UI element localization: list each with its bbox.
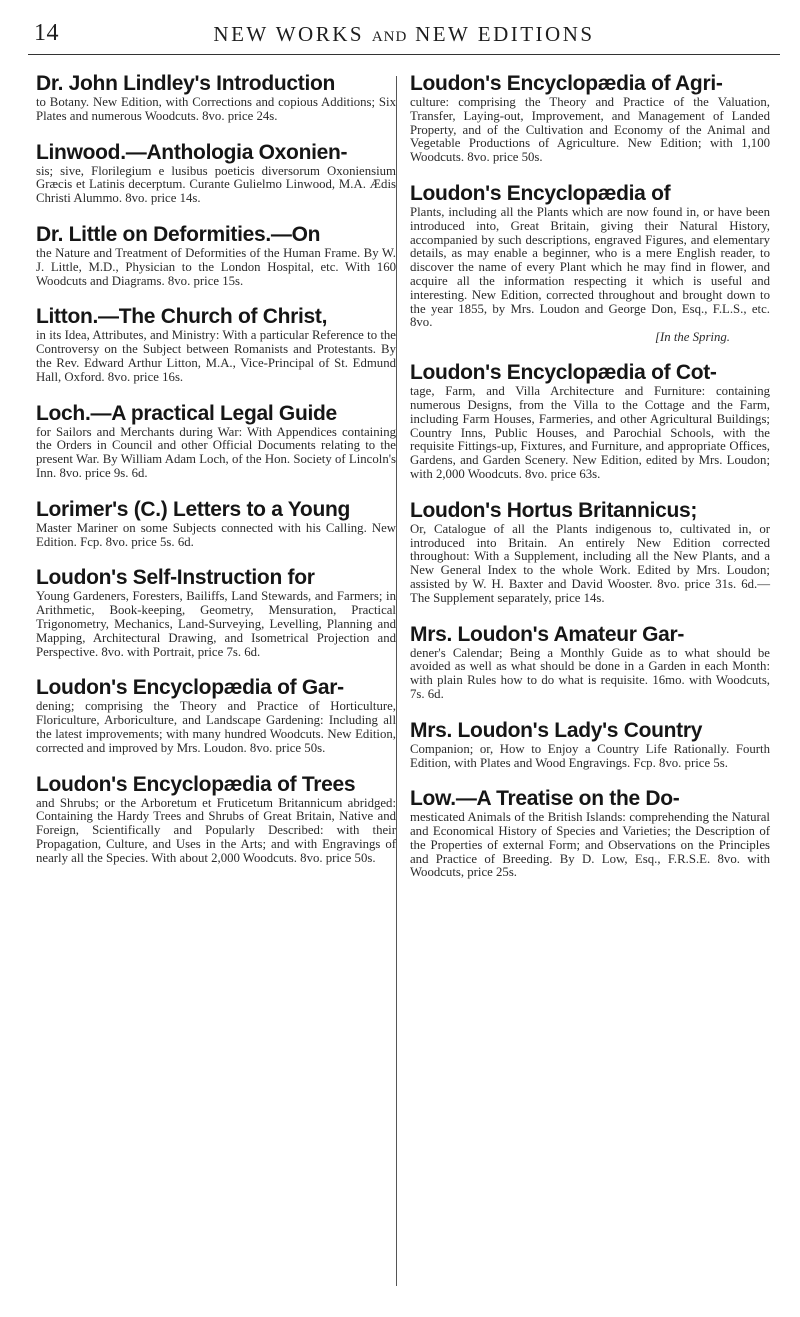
entry-title: Loch.—A practical Legal Guide — [36, 401, 337, 425]
entry-body: Or, Catalogue of all the Plants indigenous to, cultivated in, or introduced into Britain. An entirely New Edition corrected throughout: With a Supplement, including all the New Plants, and a New General Index to the whole Work. Edited by Mrs. Loudon; assisted by W. H. Baxter and David Wooster. 8vo. price 31s. 6d.—The Supplement separately, price 14s. — [410, 521, 770, 605]
catalog-entry — [410, 72, 770, 165]
entry-title: Dr. John Lindley's Introduction — [36, 72, 336, 95]
right-column — [410, 72, 770, 897]
entry-title: Loudon's Encyclopædia of Trees — [36, 772, 356, 796]
catalog-entry — [410, 182, 770, 344]
entry-body: mesticated Animals of the British Islands: comprehending the Natural and Economical History of Species and Varieties; the Description of the Properties of external Form; and Observations on the Principles and Practice of Breeding. By D. Low, Esq., F.R.S.E. 8vo. with Woodcuts, price 25s. — [410, 810, 770, 880]
entry-title: Litton.—The Church of Christ, — [36, 305, 328, 329]
catalog-entry — [36, 223, 396, 288]
entry-body: Companion; or, How to Enjoy a Country Life Rationally. Fourth Edition, with Plates and Wood Engravings. Fcp. 8vo. price 5s. — [410, 741, 770, 770]
column-divider — [396, 76, 397, 1286]
entry-title: Lorimer's (C.) Letters to a Young — [36, 497, 351, 521]
entry-body: in its Idea, Attributes, and Ministry: With a particular Reference to the Controversy on the Subject between Romanists and Protestants. By the Rev. Edward Arthur Litton, M.A., Vice-Principal of St. Edmund Hall, Oxford. 8vo. price 16s. — [36, 328, 396, 384]
entry-title: Linwood.—Anthologia Oxonien- — [36, 140, 348, 164]
entry-body: for Sailors and Merchants during War: With Appendices containing the Orders in Council and other Official Documents relating to the present War. By William Adam Loch, of the Hon. Society of Lincoln's Inn. 8vo. price 9s. 6d. — [36, 424, 396, 480]
catalog-entry — [410, 623, 770, 702]
catalog-entry — [410, 787, 770, 880]
left-column — [36, 72, 396, 883]
entry-note: [In the Spring. — [654, 330, 730, 345]
entry-body: dener's Calendar; Being a Monthly Guide as to what should be avoided as well as what should be done in a Garden in each Month: with plain Rules how to do what is requisite. 16mo. with Woodcuts, 7s. 6d. — [410, 645, 770, 701]
entry-body: Plants, including all the Plants which are now found in, or have been introduced into, Great Britain, giving their Natural History, accompanied by such descriptions, engraved Figures, and elementary details, as may enable a beginner, who is a mere English reader, to discover the name of every Plant which he may find in flower, and acquire all the information respecting it which is useful and interesting. New Edition, corrected throughout and brought down to the year 1855, by Mrs. Loudon and George Don, Esq., F.L.S., etc. 8vo. — [410, 204, 770, 330]
entry-body: to Botany. New Edition, with Corrections and copious Additions; Six Plates and numerous Woodcuts. 8vo. price 24s. — [36, 95, 396, 123]
catalog-entry — [36, 566, 396, 659]
entry-body: Young Gardeners, Foresters, Bailiffs, Land Stewards, and Farmers; in Arithmetic, Book-keeping, Geometry, Mensuration, Practical Trigonometry, Mechanics, Land-Surveying, Levelling, Planning and Mapping, Architectural Drawing, and Isometrical Projection and Perspective. 8vo. with Portrait, price 7s. 6d. — [36, 589, 396, 659]
catalog-entry — [410, 499, 770, 606]
entry-title: Low.—A Treatise on the Do- — [410, 787, 680, 811]
entry-title: Loudon's Hortus Britannicus; — [410, 498, 698, 522]
entry-title: Mrs. Loudon's Lady's Country — [410, 718, 703, 742]
entry-title: Loudon's Encyclopædia of Gar- — [36, 676, 344, 700]
running-head-left: NEW WORKS — [213, 22, 365, 46]
catalog-entry — [36, 773, 396, 866]
running-head-amp: AND — [371, 29, 408, 45]
entry-title: Loudon's Encyclopædia of Agri- — [410, 72, 723, 95]
entry-title: Dr. Little on Deformities.—On — [36, 222, 321, 246]
page-header — [28, 16, 780, 50]
entry-title: Mrs. Loudon's Amateur Gar- — [410, 622, 685, 646]
entry-body: and Shrubs; or the Arboretum et Fruticetum Britannicum abridged: Containing the Hardy Trees and Shrubs of Great Britain, Native and Foreign, Scientifically and Popularly Described: with their Propagation, Culture, and Uses in the Arts; and with Engravings of nearly all the Species. With about 2,000 Woodcuts. 8vo. price 50s. — [36, 795, 396, 865]
catalog-entry — [410, 719, 770, 771]
catalog-entry — [36, 141, 396, 206]
page-number: 14 — [34, 20, 59, 46]
catalog-entry — [36, 498, 396, 550]
entry-body: tage, Farm, and Villa Architecture and Furniture: containing numerous Designs, from the Villa to the Cottage and the Farm, including Farm Houses, Farmeries, and other Agricultural Buildings; Country Inns, Public Houses, and Parochial Schools, with the requisite Fittings-up, Fixtures, and Furniture, and appropriate Offices, Gardens, and Garden Scenery. New Edition, edited by Mrs. Loudon; with 2,000 Woodcuts. 8vo. price 63s. — [410, 384, 770, 481]
catalog-entry — [36, 676, 396, 755]
running-head-right: NEW EDITIONS — [415, 22, 595, 46]
entry-title: Loudon's Self-Instruction for — [36, 566, 315, 590]
catalog-entry — [36, 72, 396, 124]
entry-title: Loudon's Encyclopædia of — [410, 181, 671, 205]
catalog-entry — [36, 402, 396, 481]
running-head — [28, 22, 780, 47]
entry-body: sis; sive, Florilegium e lusibus poeticis diversorum Oxoniensium Græcis et Latinis decerptum. Curante Gulielmo Linwood, M.A. Ædis Christi Alummo. 8vo. price 14s. — [36, 163, 396, 206]
entry-body: culture: comprising the Theory and Practice of the Valuation, Transfer, Laying-out, Improvement, and Management of Landed Property, and of the Cultivation and Economy of the Animal and Vegetable Productions of Agriculture. New Edition; with 1,100 Woodcuts. 8vo. price 50s. — [410, 95, 770, 165]
header-rule — [28, 54, 780, 55]
catalog-entry — [410, 361, 770, 482]
entry-title: Loudon's Encyclopædia of Cot- — [410, 361, 717, 385]
entry-body: the Nature and Treatment of Deformities of the Human Frame. By W. J. Little, M.D., Physician to the London Hospital, etc. With 160 Woodcuts and Diagrams. 8vo. price 15s. — [36, 245, 396, 288]
entry-body: dening; comprising the Theory and Practice of Horticulture, Floriculture, Arboriculture, and Landscape Gardening: Including all the latest improvements; with many hundred Woodcuts. New Edition, corrected and improved by Mrs. Loudon. 8vo. price 50s. — [36, 699, 396, 755]
entry-body: Master Mariner on some Subjects connected with his Calling. New Edition. Fcp. 8vo. price 5s. 6d. — [36, 520, 396, 549]
catalog-entry — [36, 305, 396, 384]
